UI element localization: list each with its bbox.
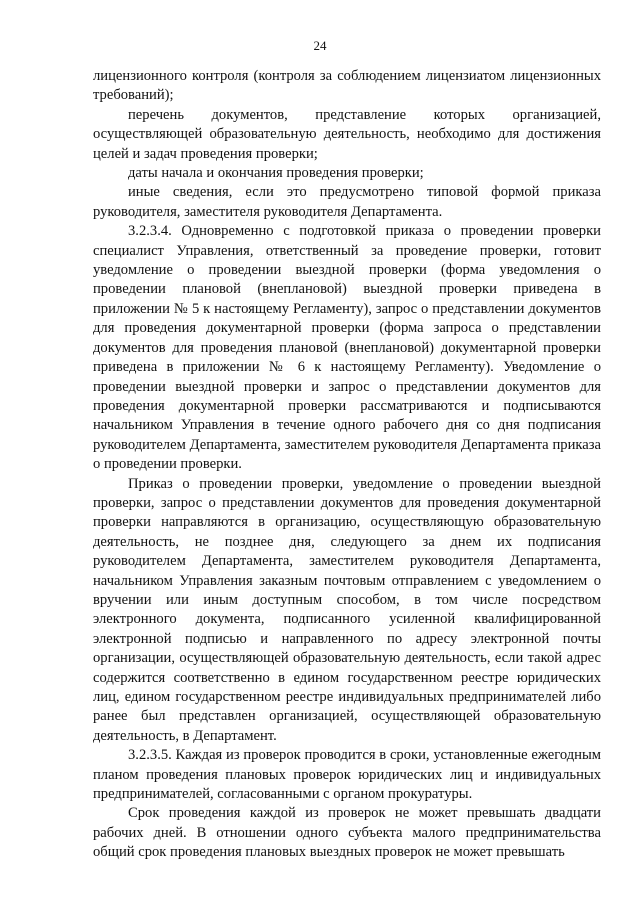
paragraph-order-delivery: Приказ о проведении проверки, уведомление о проведении выездной проверки, запрос о представлении документов для проведения документарной проверки направляются в организацию, осуществляющую образовательную деятельность, не позднее дня, следующего за днем их подписания руководителем Департамента, заместителем руководителя Департамента, начальником Управления заказным почтовым отправлением с уведомлением о вручении или иным доступным способом, в том числе посредством электронного документа, подписанного усиленной квалифицированной электронной подписью и направленного по адресу электронной почты организации, осуществляющей образовательную деятельность, если такой адрес содержится соответственно в едином государственном реестре юридических лиц, едином государственном реестре индивидуальных предпринимателей либо ранее был представлен организацией, осуществляющей образовательную деятельность, в Департамент.: [93, 475, 601, 744]
paragraph-3-2-3-5: 3.2.3.5. Каждая из проверок проводится в сроки, установленные ежегодным планом проведения плановых проверок юридических лиц и индивидуальных предпринимателей, согласованными с органом прокуратуры.: [93, 747, 601, 803]
paragraph-3-2-3-4: 3.2.3.4. Одновременно с подготовкой приказа о проведении проверки специалист Управления, ответственный за проведение проверки, готовит уведомление о проведении выездной проверки (форма уведомления о проведении плановой (внеплановой) выездной проверки приведена в приложении № 5 к настоящему Регламенту), запрос о представлении документов для проведения документарной проверки (форма запроса о представлении документов для проведения плановой (внеплановой) документарной проверки приведена в приложении № 6 к настоящему Регламенту). Уведомление о проведении выездной проверки и запрос о представлении документов для проведения документарной проверки рассматриваются и подписываются начальником Управления в течение одного рабочего дня со дня подписания руководителем Департамента, заместителем руководителя Департамента приказа о проведении проверки.: [93, 223, 601, 473]
page-number: 24: [313, 38, 327, 53]
paragraph-license-control: лицензионного контроля (контроля за соблюдением лицензиатом лицензионных требований);: [93, 68, 601, 104]
paragraph-other-info: иные сведения, если это предусмотрено типовой формой приказа руководителя, заместителя руководителя Департамента.: [93, 184, 601, 220]
paragraph-documents-list: перечень документов, представление которых организацией, осуществляющей образовательную деятельность, необходимо для достижения целей и задач проведения проверки;: [93, 106, 601, 162]
paragraph-inspection-dates: даты начала и окончания проведения проверки;: [128, 165, 424, 182]
document-body: [93, 67, 601, 863]
paragraph-inspection-term: Срок проведения каждой из проверок не может превышать двадцати рабочих дней. В отношении одного субъекта малого предпринимательства общий срок проведения плановых выездных проверок не может превышать: [93, 805, 601, 861]
